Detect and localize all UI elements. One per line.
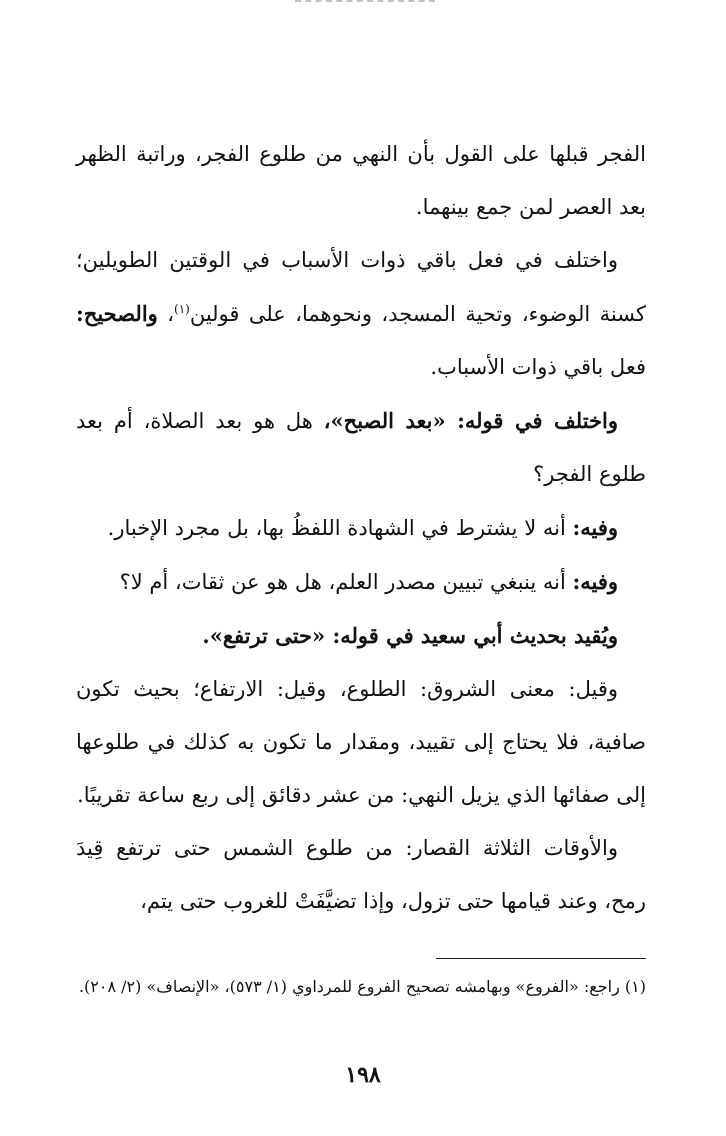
paragraph-7: [76, 663, 646, 822]
footnote-reference[interactable]: (١): [174, 302, 190, 316]
paragraph-2-line-3: فعل باقي ذوات الأسباب.: [430, 355, 646, 379]
paragraph-2-line-1: واختلف في فعل باقي ذوات الأسباب في الوقتين الطويلين؛: [76, 248, 618, 272]
paragraph-6: [76, 609, 646, 663]
paragraph-2-line-2: كسنة الوضوء، وتحية المسجد، ونحوهما، على قولين: [189, 302, 646, 326]
header-decoration: [295, 0, 435, 5]
paragraph-6-lead: ويُقيد بحديث أبي سعيد في قوله: «حتى ترتفع».: [202, 623, 618, 648]
paragraph-4-lead: وفيه:: [572, 515, 618, 540]
paragraph-5-lead: وفيه:: [572, 569, 618, 594]
paragraph-8-text: والأوقات الثلاثة القصار: من طلوع الشمس حتى ترتفع قِيدَ رمح، وعند قيامها حتى تزول، وإذا تضيَّفَتْ للغروب حتى يتم،: [76, 836, 646, 913]
paragraph-4-rest: أنه لا يشترط في الشهادة اللفظُ بها، بل مجرد الإخبار.: [107, 516, 573, 540]
paragraph-2: [76, 234, 646, 394]
paragraph-1-line-2: بعد العصر لمن جمع بينهما.: [415, 195, 646, 219]
paragraph-5: [76, 555, 646, 609]
paragraph-3-lead: واختلف في قوله: «بعد الصبح»،: [323, 408, 618, 433]
paragraph-8: [76, 822, 646, 928]
footnote-text: (١) راجع: «الفروع» وبهامشه تصحيح الفروع للمرداوي (١/ ٥٧٣)، «الإنصاف» (٢/ ٢٠٨).: [78, 977, 646, 996]
paragraph-7-text: وقيل: معنى الشروق: الطلوع، وقيل: الارتفاع؛ بحيث تكون صافية، فلا يحتاج إلى تقييد، ومقدار ما تكون به كذلك في طلوعها إلى صفائها الذي يزيل النهي: من عشر دقائق إلى ربع ساعة تقريبًا.: [76, 677, 646, 807]
page-number: ١٩٨: [345, 1062, 381, 1088]
paragraph-2-comma: ،: [157, 302, 174, 326]
paragraph-5-rest: أنه ينبغي تبيين مصدر العلم، هل هو عن ثقات، أم لا؟: [119, 570, 573, 594]
main-text: [76, 128, 646, 928]
paragraph-2-bold-term: والصحيح: [83, 301, 158, 326]
paragraph-3-rest: هل هو بعد الصلاة، أم بعد طلوع الفجر؟: [76, 409, 646, 486]
footnote-separator: [436, 958, 646, 959]
footnote: [76, 972, 646, 1002]
paragraph-1: [76, 128, 646, 234]
paragraph-3: [76, 394, 646, 501]
paragraph-2-colon: :: [76, 301, 84, 326]
paragraph-4: [76, 501, 646, 555]
paragraph-1-line-1: الفجر قبلها على القول بأن النهي من طلوع الفجر، وراتبة الظهر: [76, 142, 646, 166]
